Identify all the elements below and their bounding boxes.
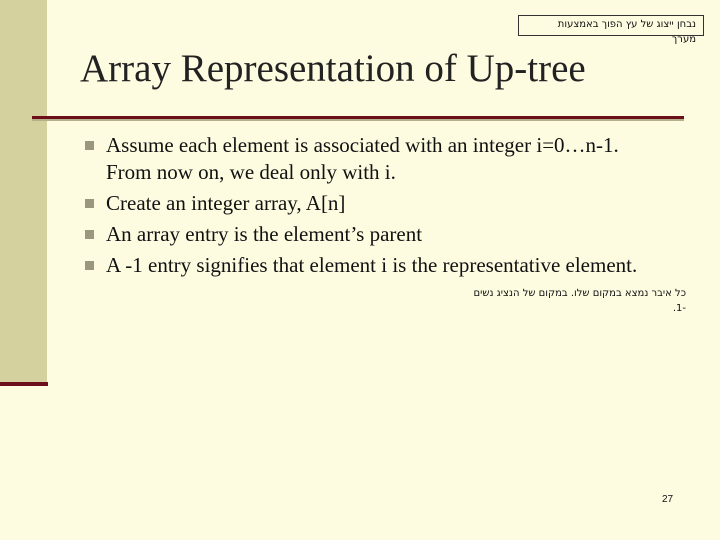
bullet-text-line: An array entry is the element’s parent [106,222,423,246]
left-band-accent-line [0,382,48,386]
bullet-item-element-index [84,132,704,186]
bullet-text-line: A -1 entry signifies that element i is the representative element. [106,253,638,277]
square-bullet-icon [85,261,94,270]
slide-number: 27 [662,494,674,505]
bullet-text-line: From now on, we deal only with i. [106,160,396,184]
side-note [366,286,686,316]
square-bullet-icon [85,141,94,150]
bullet-text-line: Assume each element is associated with an integer i=0…n-1. [106,133,619,157]
bullet-text-line: Create an integer array, A[n] [106,191,346,215]
slide-title: Array Representation of Up-tree [80,47,586,90]
left-decorative-band [0,0,47,385]
square-bullet-icon [85,230,94,239]
side-note-line-1: כל איבר נמצא במקום שלו. במקום של הנציג נשים [473,288,686,299]
title-divider-shadow [32,119,684,121]
bullet-item-entry-parent [84,221,704,248]
side-note-line-2: -1. [672,303,686,314]
square-bullet-icon [85,199,94,208]
bullet-list [84,132,704,283]
header-note [396,17,696,47]
header-note-line-1: נבחן ייצוג של עץ הפוך באמצעות [557,19,696,30]
header-note-line-2: מערך [671,34,696,45]
bullet-item-create-array [84,190,704,217]
bullet-item-minus-one-entry [84,252,704,279]
